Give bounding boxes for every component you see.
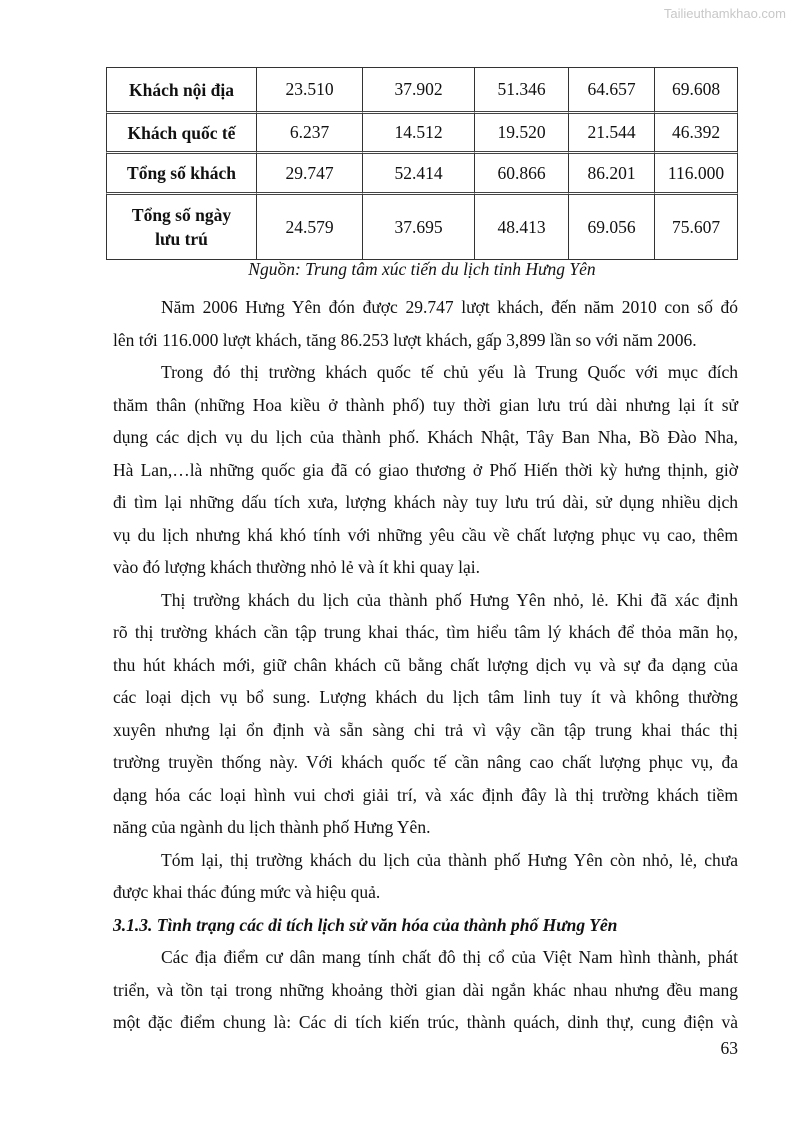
text-line: vào đó lượng khách thường nhỏ lẻ và ít khi quay lại. [113,557,480,577]
row-label-line: Tổng số ngày [131,205,232,225]
table-cell: 46.392 [654,111,738,151]
text-line: xuyên nhưng lại ổn định và sẵn sàng chi trả vì vậy cần tập trung khai thác thị [113,719,738,740]
table-cell: 64.657 [568,67,654,111]
row-label [106,192,256,260]
row-label: Khách quốc tế [106,111,256,151]
table-cell: 19.520 [474,111,568,151]
row-label: Khách nội địa [106,67,256,111]
tourist-statistics-table [106,67,738,260]
text-line: triển, và tồn tại trong những khoảng thời gian dài ngắn khác nhau nhưng đều mang [113,979,738,1000]
table-cell: 14.512 [362,111,474,151]
text-line: Năm 2006 Hưng Yên đón được 29.747 lượt khách, đến năm 2010 con số đó [161,297,738,317]
text-line: thăm thân (những Hoa kiều ở thành phố) tuy thời gian lưu trú dài nhưng lại ít sử [113,394,738,415]
table-cell: 23.510 [256,67,362,111]
table-cell: 21.544 [568,111,654,151]
text-line: Các địa điểm cư dân mang tính chất đô thị cổ của Việt Nam hình thành, phát [161,947,738,967]
text-line: Thị trường khách du lịch của thành phố Hưng Yên nhỏ, lẻ. Khi đã xác định [161,589,738,610]
table-cell: 37.695 [362,192,474,260]
text-line: rõ thị trường khách cần tập trung khai thác, tìm hiểu tâm lý khách để thỏa mãn họ, [113,622,738,642]
table-row [106,67,738,111]
row-label-line: lưu trú [155,229,208,249]
table-cell: 48.413 [474,192,568,260]
table-cell: 60.866 [474,151,568,192]
page-number: 63 [720,1038,738,1058]
table-row [106,151,738,192]
table-cell: 116.000 [654,151,738,192]
table-cell: 29.747 [256,151,362,192]
text-line: đi tìm lại những dấu tích xưa, lượng khách này tuy lưu trú dài, sử dụng nhiều dịch [113,492,738,512]
text-line: Trong đó thị trường khách quốc tế chủ yếu là Trung Quốc với mục đích [161,362,738,382]
table-cell: 69.056 [568,192,654,260]
text-line: Tóm lại, thị trường khách du lịch của thành phố Hưng Yên còn nhỏ, lẻ, chưa [161,849,738,870]
table-cell: 69.608 [654,67,738,111]
section-heading: 3.1.3. Tình trạng các di tích lịch sử văn hóa của thành phố Hưng Yên [113,914,618,935]
table-caption: Nguồn: Trung tâm xúc tiến du lịch tỉnh Hưng Yên [248,259,596,279]
paragraph [113,941,738,1039]
text-line: dụng các dịch vụ du lịch của thành phố. Khách Nhật, Tây Ban Nha, Bồ Đào Nha, [113,427,738,447]
table-cell: 52.414 [362,151,474,192]
text-line: các loại dịch vụ bổ sung. Lượng khách du lịch tâm linh tuy ít và không thường [113,687,738,707]
text-line: năng của ngành du lịch thành phố Hưng Yên. [113,817,431,837]
paragraph [113,356,738,584]
paragraph [113,584,738,844]
text-line: trường truyền thống này. Với khách quốc tế cần nâng cao chất lượng phục vụ, đa [113,752,738,772]
text-line: vụ du lịch nhưng khá khó tính với những yêu cầu về chất lượng phục vụ cao, thêm [113,524,738,545]
paragraph [113,844,738,909]
paragraph [113,291,738,356]
watermark: Tailieuthamkhao.com [663,6,786,21]
text-line: lên tới 116.000 lượt khách, tăng 86.253 lượt khách, gấp 3,899 lần so với năm 2006. [113,329,697,350]
table-cell: 51.346 [474,67,568,111]
body-text [113,291,738,1039]
table-cell: 37.902 [362,67,474,111]
text-line: thu hút khách mới, giữ chân khách cũ bằng chất lượng dịch vụ và sự đa dạng của [113,654,738,675]
text-line: dạng hóa các loại hình vui chơi giải trí, và xác định đây là thị trường khách tiềm [113,784,738,805]
table-cell: 6.237 [256,111,362,151]
table-cell: 86.201 [568,151,654,192]
table-cell: 75.607 [654,192,738,260]
table-row [106,192,738,260]
row-label: Tổng số khách [106,151,256,192]
text-line: một đặc điểm chung là: Các di tích kiến trúc, thành quách, dinh thự, cung điện và [113,1012,738,1032]
text-line: Hà Lan,…là những quốc gia đã có giao thương ở Phố Hiến thời kỳ hưng thịnh, giờ [113,459,738,480]
text-line: được khai thác đúng mức và hiệu quả. [113,882,381,902]
table-cell: 24.579 [256,192,362,260]
table-row [106,111,738,151]
